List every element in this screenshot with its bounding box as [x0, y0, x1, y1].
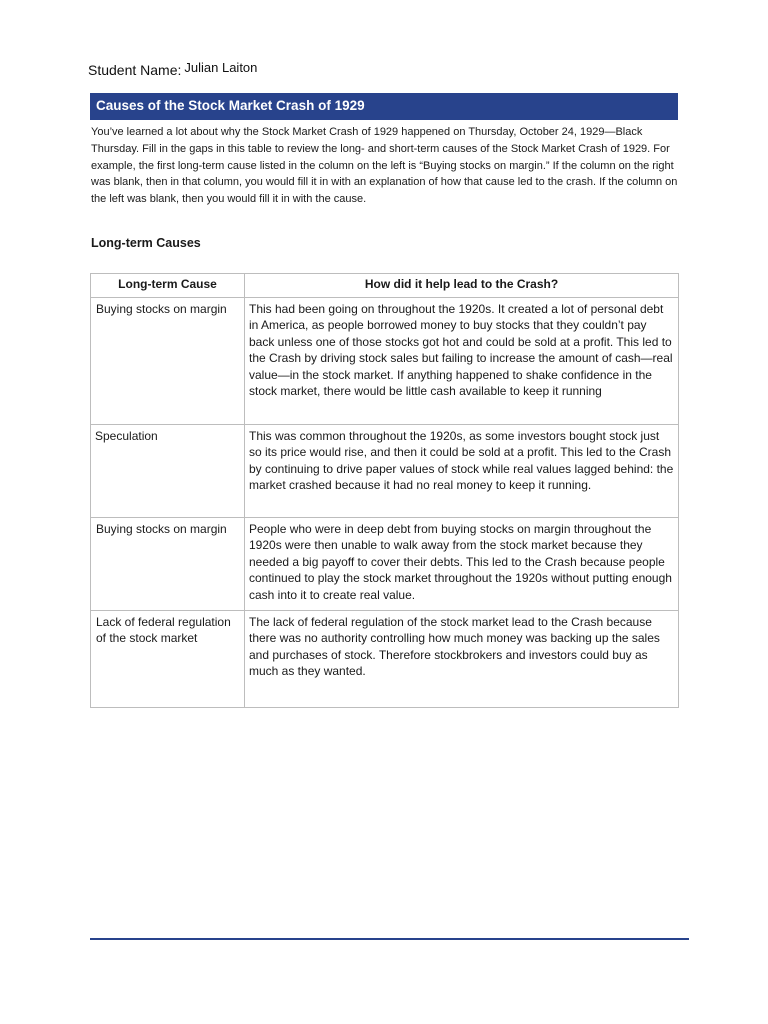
section-heading: Long-term Causes: [91, 236, 201, 250]
student-name-label: Student Name:: [88, 62, 182, 78]
title-bar: [90, 93, 678, 120]
causes-table: [90, 273, 679, 708]
page-title: Causes of the Stock Market Crash of 1929: [96, 98, 365, 113]
footer-divider: [90, 938, 689, 940]
cause-cell[interactable]: Lack of federal regulation of the stock market: [91, 611, 245, 708]
explanation-cell[interactable]: This had been going on throughout the 1920s. It created a lot of personal debt in America, as people borrowed money to buy stocks that they couldn’t pay back unless one of those stocks got hot and could be sold at a profit. This led to the Crash by driving stock sales but failing to increase the amount of cash—real value—in the stock market. If anything happened to shake confidence in the stock market, there would be little cash available to keep it running: [245, 298, 679, 425]
explanation-cell[interactable]: The lack of federal regulation of the stock market lead to the Crash because there was no authority controlling how much money was backing up the sales and purchases of stock. Therefore stockbrokers and investors could buy as much as they wanted.: [245, 611, 679, 708]
explanation-cell[interactable]: People who were in deep debt from buying stocks on margin throughout the 1920s were then unable to walk away from the stock market because they needed a big payoff to cover their debts. This led to the Crash because people continued to play the stock market throughout the 1920s without putting enough cash into it to create real value.: [245, 518, 679, 611]
student-name-line: [88, 62, 257, 78]
explanation-cell[interactable]: This was common throughout the 1920s, as some investors bought stock just so its price would rise, and then it could be sold at a profit. This led to the Crash by continuing to drive paper values of stock while real values lagged behind: the market crashed because it had no real money to keep it running.: [245, 425, 679, 518]
cause-cell[interactable]: Buying stocks on margin: [91, 298, 245, 425]
column-header-explanation: How did it help lead to the Crash?: [245, 274, 679, 298]
intro-paragraph: You’ve learned a lot about why the Stock Market Crash of 1929 happened on Thursday, October 24, 1929—Black Thursday. Fill in the gaps in this table to review the long- and short-term causes of the Stock Market Crash of 1929. For example, the first long-term cause listed in the column on the left is “Buying stocks on margin.” If the column on the right was blank, then in that column, you would fill it in with an explanation of how that cause led to the crash. If the column on the left was blank, then you would fill it in with the cause.: [91, 126, 678, 206]
table-row: [91, 298, 679, 425]
cause-cell[interactable]: Speculation: [91, 425, 245, 518]
table-row: [91, 611, 679, 708]
student-name-value: Julian Laiton: [184, 60, 258, 75]
cause-cell[interactable]: Buying stocks on margin: [91, 518, 245, 611]
column-header-cause: Long-term Cause: [91, 274, 245, 298]
table-row: [91, 425, 679, 518]
table-row: [91, 518, 679, 611]
table-header-row: [91, 274, 679, 298]
